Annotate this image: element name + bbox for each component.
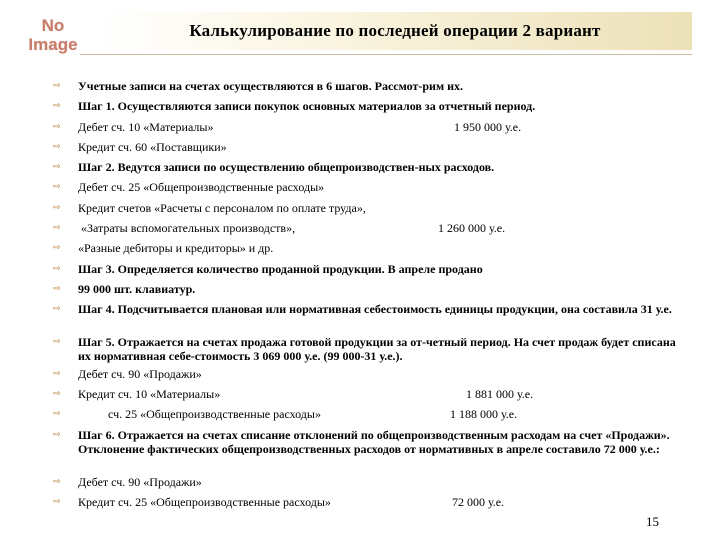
arrow-bullet-icon: ⇨ xyxy=(53,336,61,347)
list-item-text: Кредит сч. 25 «Общепроизводственные расходы» xyxy=(78,495,331,510)
arrow-bullet-icon: ⇨ xyxy=(53,202,61,213)
list-item-text: Шаг 4. Подсчитывается плановая или нормативная себестоимость единицы продукции, она составила 31 у.е. xyxy=(78,302,672,317)
amount: 1 260 000 у.е. xyxy=(438,221,506,236)
list-item-text: Дебет сч. 90 «Продажи» xyxy=(78,366,202,381)
amount: 72 000 у.е. xyxy=(452,495,505,510)
arrow-bullet-icon: ⇨ xyxy=(53,476,61,487)
arrow-bullet-icon: ⇨ xyxy=(53,121,61,132)
list-item xyxy=(0,387,720,407)
arrow-bullet-icon: ⇨ xyxy=(53,429,61,440)
title-divider xyxy=(80,54,692,55)
list-item-text: сч. 25 «Общепроизводственные расходы» xyxy=(78,407,321,422)
list-item xyxy=(0,335,720,367)
list-item xyxy=(0,99,720,119)
list-item-text: Шаг 2. Ведутся записи по осуществлению общепроизводствен-ных расходов. xyxy=(78,160,495,175)
list-item-text: «Затраты вспомогательных производств», xyxy=(78,221,296,236)
list-item xyxy=(0,282,720,302)
arrow-bullet-icon: ⇨ xyxy=(53,283,61,294)
arrow-bullet-icon: ⇨ xyxy=(53,368,61,379)
no-image-logo xyxy=(10,10,96,60)
page-title: Калькулирование по последней операции 2 вариант xyxy=(189,21,601,40)
list-item xyxy=(0,180,720,200)
list-item xyxy=(0,302,720,334)
title-bar xyxy=(98,12,692,50)
list-item-text: Дебет сч. 10 «Материалы» xyxy=(78,119,214,134)
amount: 1 188 000 у.е. xyxy=(450,407,518,422)
arrow-bullet-icon: ⇨ xyxy=(53,182,61,193)
list-item xyxy=(0,79,720,99)
list-item-text: Учетные записи на счетах осуществляются в 6 шагов. Рассмот-рим их. xyxy=(78,79,464,93)
list-item xyxy=(0,428,720,475)
list-item-text: Шаг 6. Отражается на счетах списание отклонений по общепроизводственным расходам на счет «Продажи». Отклонение фактических общепроизводственных расходов от нормативных в апреле составило 72 000 у.е.: xyxy=(78,427,670,456)
list-item-text: Кредит сч. 60 «Поставщики» xyxy=(78,139,227,154)
arrow-bullet-icon: ⇨ xyxy=(53,263,61,274)
arrow-bullet-icon: ⇨ xyxy=(53,304,61,315)
list-item-text: Шаг 5. Отражается на счетах продажа готовой продукции за от-четный период. На счет продаж будет списана их нормативная себе-стоимость 3 069 000 у.е. (99 000-31 у.е.). xyxy=(78,334,676,363)
arrow-bullet-icon: ⇨ xyxy=(53,81,61,91)
list-item-text: Шаг 3. Определяется количество проданной продукции. В апреле продано xyxy=(78,261,483,276)
amount: 1 950 000 у.е. xyxy=(454,119,522,134)
amount: 1 881 000 у.е. xyxy=(466,387,534,402)
arrow-bullet-icon: ⇨ xyxy=(53,162,61,173)
page-number: 15 xyxy=(646,514,659,529)
list-item xyxy=(0,140,720,160)
list-item-text: Кредит счетов «Расчеты с персоналом по оплате труда», xyxy=(78,200,366,215)
arrow-bullet-icon: ⇨ xyxy=(53,243,61,254)
list-item xyxy=(0,475,720,495)
arrow-bullet-icon: ⇨ xyxy=(53,497,61,508)
arrow-bullet-icon: ⇨ xyxy=(53,101,61,112)
list-item-text: 99 000 шт. клавиатур. xyxy=(78,281,196,296)
list-item xyxy=(0,221,720,241)
list-item xyxy=(0,201,720,221)
logo-line-1: No xyxy=(41,16,65,35)
list-item xyxy=(0,495,720,515)
list-item xyxy=(0,367,720,387)
list-item-text: Дебет сч. 90 «Продажи» xyxy=(78,474,202,489)
list-item xyxy=(0,120,720,140)
list-item-text: Шаг 1. Осуществляются записи покупок основных материалов за отчетный период. xyxy=(78,99,536,114)
logo-line-2: Image xyxy=(28,35,78,54)
list-item-text: Дебет сч. 25 «Общепроизводственные расходы» xyxy=(78,180,325,195)
list-item xyxy=(0,407,720,427)
list-item-text: Кредит сч. 10 «Материалы» xyxy=(78,387,221,402)
arrow-bullet-icon: ⇨ xyxy=(53,223,61,234)
arrow-bullet-icon: ⇨ xyxy=(53,409,61,420)
list-item-text: «Разные дебиторы и кредиторы» и др. xyxy=(78,241,274,256)
list-item xyxy=(0,241,720,261)
list-item xyxy=(0,262,720,282)
content-list xyxy=(0,79,720,515)
list-item xyxy=(0,160,720,180)
arrow-bullet-icon: ⇨ xyxy=(53,141,61,152)
arrow-bullet-icon: ⇨ xyxy=(53,389,61,400)
